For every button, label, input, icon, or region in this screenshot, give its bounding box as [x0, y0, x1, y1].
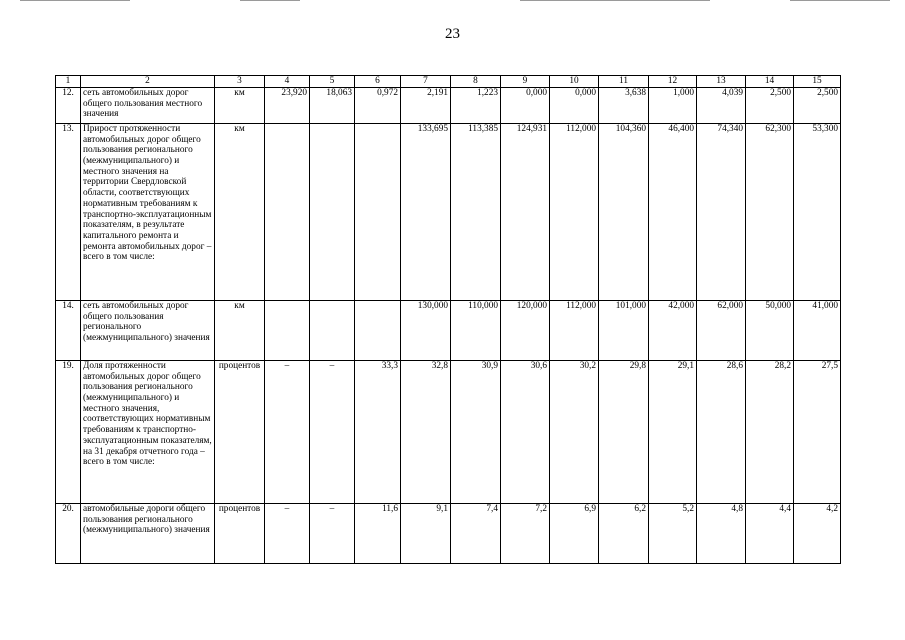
column-header: 15: [794, 76, 841, 88]
indicator-name: сеть автомобильных дорог общего пользования регионального (межмуниципального) значения: [81, 301, 215, 361]
value-cell: [310, 124, 355, 301]
value-cell: 124,931: [501, 124, 550, 301]
value-cell: 74,340: [697, 124, 746, 301]
value-cell: 112,000: [550, 124, 599, 301]
value-cell: 33,3: [355, 361, 401, 504]
value-cell: 6,9: [550, 504, 599, 564]
scan-top-edge-line: [240, 0, 300, 1]
value-cell: [310, 301, 355, 361]
indicators-table: [55, 75, 841, 564]
column-header: 3: [215, 76, 265, 88]
column-header: 11: [599, 76, 649, 88]
value-cell: 41,000: [794, 301, 841, 361]
table-row: [56, 88, 841, 124]
value-cell: 5,2: [649, 504, 697, 564]
column-header: 6: [355, 76, 401, 88]
column-header: 4: [265, 76, 310, 88]
column-header: 7: [401, 76, 451, 88]
value-cell: 4,4: [746, 504, 794, 564]
value-cell: 30,2: [550, 361, 599, 504]
column-header: 9: [501, 76, 550, 88]
value-cell: –: [265, 361, 310, 504]
value-cell: 113,385: [451, 124, 501, 301]
value-cell: [265, 124, 310, 301]
value-cell: 62,000: [697, 301, 746, 361]
value-cell: 2,191: [401, 88, 451, 124]
value-cell: 0,000: [550, 88, 599, 124]
value-cell: 112,000: [550, 301, 599, 361]
value-cell: –: [310, 504, 355, 564]
indicator-name: Доля протяженности автомобильных дорог общего пользования регионального (межмуниципального) и местного значения, соответствующих нормативным требованиям к транспортно-эксплуатационным показателям, на 31 декабря отчетного года – всего в том числе:: [81, 361, 215, 504]
value-cell: 1,000: [649, 88, 697, 124]
column-header: 14: [746, 76, 794, 88]
value-cell: 9,1: [401, 504, 451, 564]
value-cell: 2,500: [746, 88, 794, 124]
value-cell: 0,000: [501, 88, 550, 124]
value-cell: –: [310, 361, 355, 504]
value-cell: 7,2: [501, 504, 550, 564]
value-cell: 29,8: [599, 361, 649, 504]
value-cell: 4,2: [794, 504, 841, 564]
table-row: [56, 124, 841, 301]
column-header: 10: [550, 76, 599, 88]
value-cell: 110,000: [451, 301, 501, 361]
value-cell: 32,8: [401, 361, 451, 504]
row-number: 20.: [56, 504, 81, 564]
value-cell: 2,500: [794, 88, 841, 124]
indicator-name: Прирост протяженности автомобильных дорог общего пользования регионального (межмуниципального) и местного значения на территории Свердловской области, соответствующих нормативным требованиям к транспортно-эксплуатационным показателям, в результате капитального ремонта и ремонта автомобильных дорог – всего в том числе:: [81, 124, 215, 301]
value-cell: [355, 124, 401, 301]
value-cell: 1,223: [451, 88, 501, 124]
value-cell: 0,972: [355, 88, 401, 124]
value-cell: 28,6: [697, 361, 746, 504]
table-row: [56, 361, 841, 504]
row-number: 19.: [56, 361, 81, 504]
unit-cell: км: [215, 88, 265, 124]
value-cell: [265, 301, 310, 361]
value-cell: 130,000: [401, 301, 451, 361]
value-cell: 104,360: [599, 124, 649, 301]
indicator-name: сеть автомобильных дорог общего пользования местного значения: [81, 88, 215, 124]
value-cell: 30,6: [501, 361, 550, 504]
column-header: 2: [81, 76, 215, 88]
value-cell: 23,920: [265, 88, 310, 124]
table-row: [56, 504, 841, 564]
scan-top-edge-line: [20, 0, 130, 1]
column-header: 8: [451, 76, 501, 88]
indicator-name: автомобильные дороги общего пользования регионального (межмуниципального) значения: [81, 504, 215, 564]
value-cell: 101,000: [599, 301, 649, 361]
column-header: 13: [697, 76, 746, 88]
value-cell: 7,4: [451, 504, 501, 564]
value-cell: 53,300: [794, 124, 841, 301]
value-cell: 3,638: [599, 88, 649, 124]
value-cell: 62,300: [746, 124, 794, 301]
unit-cell: процентов: [215, 361, 265, 504]
column-header: 5: [310, 76, 355, 88]
scan-top-edge-line: [520, 0, 710, 1]
value-cell: 18,063: [310, 88, 355, 124]
unit-cell: процентов: [215, 504, 265, 564]
value-cell: 11,6: [355, 504, 401, 564]
column-header: 1: [56, 76, 81, 88]
value-cell: 4,039: [697, 88, 746, 124]
unit-cell: км: [215, 124, 265, 301]
value-cell: [355, 301, 401, 361]
value-cell: 6,2: [599, 504, 649, 564]
row-number: 14.: [56, 301, 81, 361]
value-cell: 42,000: [649, 301, 697, 361]
value-cell: 29,1: [649, 361, 697, 504]
value-cell: 50,000: [746, 301, 794, 361]
row-number: 12.: [56, 88, 81, 124]
value-cell: 46,400: [649, 124, 697, 301]
scan-top-edge-line: [790, 0, 890, 1]
column-number-header-row: [56, 76, 841, 88]
row-number: 13.: [56, 124, 81, 301]
page-number: 23: [445, 26, 460, 42]
table-row: [56, 301, 841, 361]
column-header: 12: [649, 76, 697, 88]
value-cell: –: [265, 504, 310, 564]
value-cell: 120,000: [501, 301, 550, 361]
value-cell: 133,695: [401, 124, 451, 301]
value-cell: 27,5: [794, 361, 841, 504]
unit-cell: км: [215, 301, 265, 361]
value-cell: 4,8: [697, 504, 746, 564]
value-cell: 28,2: [746, 361, 794, 504]
value-cell: 30,9: [451, 361, 501, 504]
